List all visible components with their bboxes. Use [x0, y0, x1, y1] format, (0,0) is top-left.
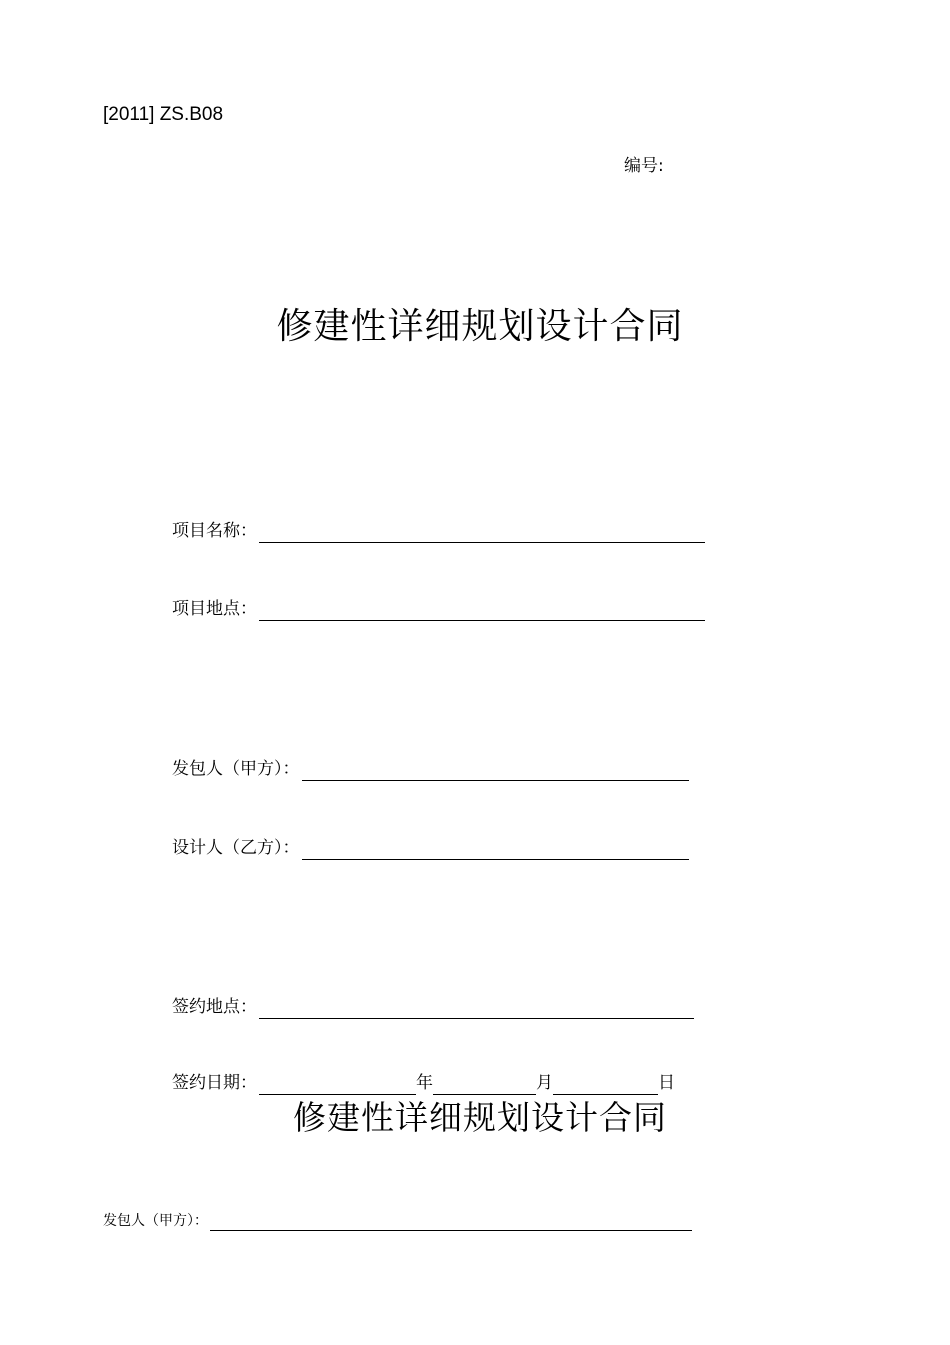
project-location-field [172, 593, 705, 621]
project-name-label: 项目名称： [172, 521, 257, 541]
designer-label: 设计人（乙方）： [172, 838, 300, 858]
signing-place-field [172, 991, 694, 1019]
project-location-label: 项目地点： [172, 599, 257, 619]
client-label: 发包人（甲方）： [172, 759, 300, 779]
contract-title: 修建性详细规划设计合同 [276, 306, 684, 347]
signing-date-field [172, 1067, 675, 1095]
second-client-blank [210, 1216, 692, 1231]
month-blank [433, 1076, 536, 1095]
project-name-blank [259, 524, 705, 543]
second-client-label: 发包人（甲方）： [103, 1213, 208, 1229]
signing-date-label: 签约日期： [172, 1073, 257, 1093]
signing-place-label: 签约地点： [172, 997, 257, 1017]
client-blank [302, 762, 689, 781]
document-number-label: 编号: [624, 156, 664, 176]
designer-field [172, 832, 689, 860]
project-location-blank [259, 602, 705, 621]
client-field [172, 753, 689, 781]
day-blank [553, 1076, 658, 1095]
year-blank [259, 1076, 416, 1095]
month-label: 月 [536, 1073, 553, 1093]
second-client-field [103, 1209, 692, 1231]
signing-place-blank [259, 1000, 694, 1019]
day-label: 日 [658, 1073, 675, 1093]
second-contract-title: 修建性详细规划设计合同 [293, 1098, 667, 1137]
designer-blank [302, 841, 689, 860]
year-label: 年 [416, 1073, 433, 1093]
project-name-field [172, 515, 705, 543]
document-code: [2011] ZS.B08 [103, 104, 224, 125]
